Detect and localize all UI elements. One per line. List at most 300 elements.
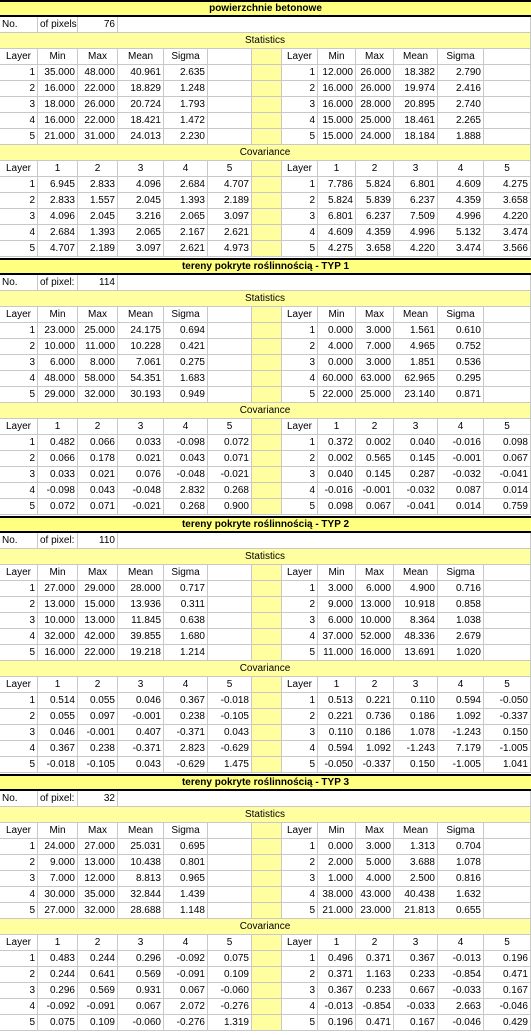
stat-value: 10.000 bbox=[38, 339, 78, 355]
empty-cell bbox=[208, 339, 252, 355]
covariance-value: -0.276 bbox=[164, 1015, 208, 1031]
covariance-value: -0.276 bbox=[208, 999, 252, 1015]
stat-value: 0.311 bbox=[164, 597, 208, 613]
statistics-band bbox=[0, 549, 531, 565]
stat-value: 8.000 bbox=[78, 355, 118, 371]
layer-number: 2 bbox=[282, 339, 318, 355]
stat-value: 11.000 bbox=[78, 339, 118, 355]
separator-cell bbox=[252, 613, 282, 629]
layer-header: Layer bbox=[0, 307, 38, 323]
stat-value: 48.000 bbox=[38, 371, 78, 387]
covariance-value: 0.565 bbox=[356, 451, 394, 467]
pixel-count-value[interactable]: 110 bbox=[78, 533, 118, 549]
pixel-count-value[interactable]: 76 bbox=[78, 17, 118, 33]
separator-cell bbox=[252, 935, 282, 951]
stat-value: 10.228 bbox=[118, 339, 164, 355]
covariance-value: 2.189 bbox=[208, 193, 252, 209]
sigma-header: Sigma bbox=[438, 565, 484, 581]
pixel-count-value[interactable]: 32 bbox=[78, 791, 118, 807]
stat-value: 62.965 bbox=[394, 371, 438, 387]
stat-value: 5.000 bbox=[356, 855, 394, 871]
layer-number: 1 bbox=[282, 65, 318, 81]
statistics-row bbox=[0, 113, 531, 129]
layer-number: 4 bbox=[282, 225, 318, 241]
section-title: tereny pokryte roślinnością - TYP 1 bbox=[0, 258, 531, 275]
covariance-value: 4.359 bbox=[438, 193, 484, 209]
separator-cell bbox=[252, 419, 282, 435]
empty-cell bbox=[208, 823, 252, 839]
covariance-value: 0.043 bbox=[164, 451, 208, 467]
covariance-value: 0.110 bbox=[394, 693, 438, 709]
stat-value: 38.000 bbox=[318, 887, 356, 903]
of-pixels-label: of pixel: bbox=[38, 533, 78, 549]
band-column-header: 4 bbox=[164, 935, 208, 951]
pixel-count-row bbox=[0, 791, 531, 807]
stat-value: 1.020 bbox=[438, 645, 484, 661]
stat-value: 27.000 bbox=[38, 903, 78, 919]
band-column-header: 2 bbox=[356, 161, 394, 177]
stat-value: 12.000 bbox=[78, 871, 118, 887]
stat-value: 25.000 bbox=[356, 113, 394, 129]
layer-number: 1 bbox=[0, 65, 38, 81]
layer-number: 2 bbox=[282, 81, 318, 97]
covariance-value: 0.055 bbox=[38, 709, 78, 725]
sigma-header: Sigma bbox=[164, 823, 208, 839]
stat-value: 10.438 bbox=[118, 855, 164, 871]
empty-cell bbox=[118, 17, 531, 33]
stat-value: 25.000 bbox=[78, 323, 118, 339]
stat-value: 40.438 bbox=[394, 887, 438, 903]
empty-cell bbox=[208, 629, 252, 645]
statistics-row bbox=[0, 339, 531, 355]
covariance-band bbox=[0, 919, 531, 935]
covariance-value: -0.050 bbox=[318, 757, 356, 773]
covariance-value: -0.001 bbox=[356, 483, 394, 499]
min-header: Min bbox=[38, 307, 78, 323]
stat-value: 0.752 bbox=[438, 339, 484, 355]
stat-value: 28.688 bbox=[118, 903, 164, 919]
layer-number: 5 bbox=[282, 499, 318, 515]
covariance-value: 0.221 bbox=[356, 693, 394, 709]
layer-number: 5 bbox=[282, 241, 318, 257]
band-column-header: 5 bbox=[484, 419, 531, 435]
covariance-value: 0.367 bbox=[394, 951, 438, 967]
covariance-value: 0.514 bbox=[38, 693, 78, 709]
statistics-row bbox=[0, 597, 531, 613]
covariance-value: 0.367 bbox=[318, 983, 356, 999]
stat-value: 19.974 bbox=[394, 81, 438, 97]
covariance-value: -0.046 bbox=[484, 999, 531, 1015]
stat-value: 48.336 bbox=[394, 629, 438, 645]
covariance-value: 2.189 bbox=[78, 241, 118, 257]
covariance-value: 4.973 bbox=[208, 241, 252, 257]
stat-value: 0.610 bbox=[438, 323, 484, 339]
stat-value: 1.313 bbox=[394, 839, 438, 855]
layer-header: Layer bbox=[0, 49, 38, 65]
covariance-value: -1.243 bbox=[438, 725, 484, 741]
stat-value: 40.961 bbox=[118, 65, 164, 81]
stat-value: 32.000 bbox=[78, 387, 118, 403]
covariance-value: -0.032 bbox=[438, 467, 484, 483]
mean-header: Mean bbox=[394, 565, 438, 581]
covariance-value: 0.067 bbox=[484, 451, 531, 467]
stat-value: 0.638 bbox=[164, 613, 208, 629]
separator-cell bbox=[252, 435, 282, 451]
stat-value: 28.000 bbox=[118, 581, 164, 597]
covariance-value: -0.013 bbox=[318, 999, 356, 1015]
layer-header: Layer bbox=[0, 161, 38, 177]
covariance-value: -0.041 bbox=[484, 467, 531, 483]
layer-number: 1 bbox=[0, 581, 38, 597]
layer-number: 5 bbox=[0, 499, 38, 515]
covariance-value: 0.429 bbox=[484, 1015, 531, 1031]
mean-header: Mean bbox=[394, 49, 438, 65]
statistics-row bbox=[0, 387, 531, 403]
band-column-header: 1 bbox=[318, 161, 356, 177]
sigma-header: Sigma bbox=[438, 49, 484, 65]
covariance-row bbox=[0, 209, 531, 225]
separator-cell bbox=[252, 355, 282, 371]
covariance-value: 6.801 bbox=[318, 209, 356, 225]
stat-value: 9.000 bbox=[38, 855, 78, 871]
band-column-header: 2 bbox=[78, 677, 118, 693]
band-column-header: 5 bbox=[208, 419, 252, 435]
separator-cell bbox=[252, 967, 282, 983]
band-column-header: 3 bbox=[118, 677, 164, 693]
covariance-value: 4.220 bbox=[484, 209, 531, 225]
covariance-value: -0.105 bbox=[208, 709, 252, 725]
empty-cell bbox=[208, 129, 252, 145]
covariance-value: 0.071 bbox=[78, 499, 118, 515]
band-column-header: 1 bbox=[38, 935, 78, 951]
covariance-value: -0.098 bbox=[38, 483, 78, 499]
pixel-count-value[interactable]: 114 bbox=[78, 275, 118, 291]
separator-cell bbox=[252, 839, 282, 855]
section-title: tereny pokryte roślinnością - TYP 2 bbox=[0, 516, 531, 533]
covariance-value: 0.021 bbox=[78, 467, 118, 483]
covariance-value: 3.474 bbox=[438, 241, 484, 257]
layer-number: 4 bbox=[282, 999, 318, 1015]
covariance-value: 0.043 bbox=[208, 725, 252, 741]
layer-number: 2 bbox=[282, 451, 318, 467]
stat-value: 1.000 bbox=[318, 871, 356, 887]
min-header: Min bbox=[38, 823, 78, 839]
stat-value: 35.000 bbox=[78, 887, 118, 903]
covariance-value: 2.684 bbox=[164, 177, 208, 193]
layer-header: Layer bbox=[282, 419, 318, 435]
covariance-value: 3.097 bbox=[118, 241, 164, 257]
stat-value: 18.382 bbox=[394, 65, 438, 81]
empty-cell bbox=[484, 903, 531, 919]
covariance-value: 0.471 bbox=[356, 1015, 394, 1031]
empty-cell bbox=[208, 613, 252, 629]
covariance-value: -0.050 bbox=[484, 693, 531, 709]
covariance-row bbox=[0, 193, 531, 209]
covariance-value: -0.016 bbox=[438, 435, 484, 451]
covariance-value: -0.016 bbox=[318, 483, 356, 499]
covariance-value: 2.621 bbox=[164, 241, 208, 257]
layer-number: 1 bbox=[282, 693, 318, 709]
separator-cell bbox=[252, 565, 282, 581]
empty-cell bbox=[484, 371, 531, 387]
stat-value: 0.000 bbox=[318, 323, 356, 339]
covariance-value: 0.244 bbox=[38, 967, 78, 983]
band-column-header: 1 bbox=[318, 935, 356, 951]
layer-number: 1 bbox=[0, 435, 38, 451]
covariance-row bbox=[0, 467, 531, 483]
max-header: Max bbox=[78, 49, 118, 65]
stat-value: 19.218 bbox=[118, 645, 164, 661]
layer-number: 2 bbox=[0, 451, 38, 467]
empty-cell bbox=[208, 65, 252, 81]
layer-number: 1 bbox=[282, 951, 318, 967]
stat-value: 23.140 bbox=[394, 387, 438, 403]
layer-number: 3 bbox=[282, 209, 318, 225]
layer-number: 4 bbox=[0, 629, 38, 645]
layer-header: Layer bbox=[282, 161, 318, 177]
layer-number: 4 bbox=[0, 371, 38, 387]
layer-header: Layer bbox=[282, 49, 318, 65]
stat-value: 23.000 bbox=[38, 323, 78, 339]
covariance-value: 0.186 bbox=[356, 725, 394, 741]
section-title: tereny pokryte roślinnością - TYP 3 bbox=[0, 774, 531, 791]
covariance-value: -0.001 bbox=[78, 725, 118, 741]
band-column-header: 1 bbox=[318, 419, 356, 435]
of-pixels-label: of pixel: bbox=[38, 791, 78, 807]
covariance-value: 0.067 bbox=[118, 999, 164, 1015]
separator-cell bbox=[252, 161, 282, 177]
stat-value: 11.845 bbox=[118, 613, 164, 629]
covariance-value: -0.371 bbox=[164, 725, 208, 741]
covariance-value: -0.337 bbox=[356, 757, 394, 773]
min-header: Min bbox=[318, 307, 356, 323]
covariance-value: 3.658 bbox=[356, 241, 394, 257]
layer-number: 1 bbox=[282, 435, 318, 451]
layer-header: Layer bbox=[282, 565, 318, 581]
of-pixels-label: of pixels bbox=[38, 17, 78, 33]
covariance-value: 0.150 bbox=[484, 725, 531, 741]
covariance-value: 0.145 bbox=[394, 451, 438, 467]
covariance-value: -0.629 bbox=[208, 741, 252, 757]
stat-value: 4.000 bbox=[356, 871, 394, 887]
stat-value: 22.000 bbox=[78, 81, 118, 97]
empty-cell bbox=[208, 49, 252, 65]
stat-value: 1.472 bbox=[164, 113, 208, 129]
covariance-value: 1.557 bbox=[78, 193, 118, 209]
stat-value: 10.918 bbox=[394, 597, 438, 613]
empty-cell bbox=[208, 597, 252, 613]
empty-cell bbox=[484, 129, 531, 145]
stat-value: 3.000 bbox=[356, 839, 394, 855]
max-header: Max bbox=[78, 823, 118, 839]
layer-number: 1 bbox=[282, 177, 318, 193]
covariance-value: 0.407 bbox=[118, 725, 164, 741]
empty-cell bbox=[484, 613, 531, 629]
covariance-value: 0.594 bbox=[438, 693, 484, 709]
covariance-value: 0.594 bbox=[318, 741, 356, 757]
layer-number: 4 bbox=[282, 113, 318, 129]
pixel-count-row bbox=[0, 533, 531, 549]
empty-cell bbox=[484, 629, 531, 645]
covariance-value: 4.275 bbox=[318, 241, 356, 257]
covariance-value: 0.066 bbox=[38, 451, 78, 467]
sigma-header: Sigma bbox=[164, 49, 208, 65]
stat-value: 35.000 bbox=[38, 65, 78, 81]
stat-value: 6.000 bbox=[38, 355, 78, 371]
layer-number: 3 bbox=[282, 725, 318, 741]
stat-value: 32.000 bbox=[78, 903, 118, 919]
stat-value: 29.000 bbox=[78, 581, 118, 597]
layer-number: 3 bbox=[282, 613, 318, 629]
layer-number: 5 bbox=[0, 241, 38, 257]
statistics-row bbox=[0, 903, 531, 919]
covariance-value: 0.072 bbox=[208, 435, 252, 451]
pixel-count-row bbox=[0, 17, 531, 33]
layer-number: 1 bbox=[282, 581, 318, 597]
covariance-value: 0.268 bbox=[164, 499, 208, 515]
covariance-value: 0.186 bbox=[394, 709, 438, 725]
stat-value: 2.265 bbox=[438, 113, 484, 129]
stat-value: 24.000 bbox=[38, 839, 78, 855]
separator-cell bbox=[252, 597, 282, 613]
covariance-value: 0.736 bbox=[356, 709, 394, 725]
layer-number: 3 bbox=[0, 209, 38, 225]
covariance-value: 0.043 bbox=[118, 757, 164, 773]
covariance-value: 0.513 bbox=[318, 693, 356, 709]
stat-value: 0.717 bbox=[164, 581, 208, 597]
stat-value: 0.695 bbox=[164, 839, 208, 855]
layer-number: 2 bbox=[0, 855, 38, 871]
empty-cell bbox=[208, 355, 252, 371]
covariance-value: -0.048 bbox=[118, 483, 164, 499]
separator-cell bbox=[252, 387, 282, 403]
covariance-row bbox=[0, 951, 531, 967]
empty-cell bbox=[208, 323, 252, 339]
band-column-header: 2 bbox=[356, 677, 394, 693]
stat-value: 18.829 bbox=[118, 81, 164, 97]
layer-number: 1 bbox=[0, 839, 38, 855]
layer-number: 3 bbox=[282, 983, 318, 999]
stat-value: 2.679 bbox=[438, 629, 484, 645]
covariance-value: 0.067 bbox=[356, 499, 394, 515]
stat-value: 32.000 bbox=[38, 629, 78, 645]
empty-cell bbox=[208, 871, 252, 887]
band-column-header: 2 bbox=[78, 419, 118, 435]
covariance-value: 0.014 bbox=[438, 499, 484, 515]
stat-value: 7.000 bbox=[356, 339, 394, 355]
layer-number: 4 bbox=[282, 483, 318, 499]
covariance-value: 3.566 bbox=[484, 241, 531, 257]
stat-value: 21.000 bbox=[38, 129, 78, 145]
stat-value: 1.888 bbox=[438, 129, 484, 145]
covariance-row bbox=[0, 709, 531, 725]
covariance-value: -0.021 bbox=[118, 499, 164, 515]
empty-cell bbox=[484, 597, 531, 613]
stat-value: 0.801 bbox=[164, 855, 208, 871]
empty-cell bbox=[484, 871, 531, 887]
stat-value: 1.851 bbox=[394, 355, 438, 371]
separator-cell bbox=[252, 113, 282, 129]
separator-cell bbox=[252, 65, 282, 81]
band-column-header: 4 bbox=[438, 161, 484, 177]
layer-header: Layer bbox=[282, 307, 318, 323]
covariance-row bbox=[0, 967, 531, 983]
covariance-value: -0.033 bbox=[394, 999, 438, 1015]
statistics-row bbox=[0, 581, 531, 597]
band-column-header: 2 bbox=[78, 161, 118, 177]
covariance-value: 4.707 bbox=[208, 177, 252, 193]
stat-value: 1.439 bbox=[164, 887, 208, 903]
covariance-value: 4.220 bbox=[394, 241, 438, 257]
empty-cell bbox=[484, 565, 531, 581]
covariance-heading: Covariance bbox=[0, 661, 531, 677]
stat-value: 27.000 bbox=[38, 581, 78, 597]
covariance-value: 6.237 bbox=[356, 209, 394, 225]
stat-value: 27.000 bbox=[78, 839, 118, 855]
layer-number: 5 bbox=[282, 757, 318, 773]
sigma-header: Sigma bbox=[438, 307, 484, 323]
layer-number: 5 bbox=[0, 645, 38, 661]
stat-value: 18.000 bbox=[38, 97, 78, 113]
covariance-value: 0.087 bbox=[438, 483, 484, 499]
layer-number: 5 bbox=[0, 129, 38, 145]
covariance-value: 4.096 bbox=[38, 209, 78, 225]
covariance-value: 5.132 bbox=[438, 225, 484, 241]
separator-cell bbox=[252, 339, 282, 355]
statistics-header-row bbox=[0, 823, 531, 839]
covariance-value: -0.048 bbox=[164, 467, 208, 483]
covariance-value: 0.109 bbox=[208, 967, 252, 983]
stat-value: 1.038 bbox=[438, 613, 484, 629]
covariance-value: -0.854 bbox=[438, 967, 484, 983]
covariance-value: 0.268 bbox=[208, 483, 252, 499]
layer-number: 4 bbox=[0, 741, 38, 757]
stat-value: 30.000 bbox=[38, 887, 78, 903]
layer-number: 4 bbox=[282, 629, 318, 645]
covariance-value: 0.055 bbox=[78, 693, 118, 709]
covariance-value: 0.167 bbox=[394, 1015, 438, 1031]
stat-value: 29.000 bbox=[38, 387, 78, 403]
covariance-value: 0.098 bbox=[318, 499, 356, 515]
stat-value: 18.184 bbox=[394, 129, 438, 145]
separator-cell bbox=[252, 871, 282, 887]
covariance-value: 0.066 bbox=[78, 435, 118, 451]
covariance-value: 0.033 bbox=[38, 467, 78, 483]
max-header: Max bbox=[78, 565, 118, 581]
section-title: powierzchnie betonowe bbox=[0, 0, 531, 17]
layer-number: 4 bbox=[282, 741, 318, 757]
covariance-value: -0.032 bbox=[394, 483, 438, 499]
statistics-row bbox=[0, 323, 531, 339]
stat-value: 42.000 bbox=[78, 629, 118, 645]
covariance-value: 0.496 bbox=[318, 951, 356, 967]
stat-value: 1.680 bbox=[164, 629, 208, 645]
stat-value: 3.000 bbox=[318, 581, 356, 597]
stat-value: 0.655 bbox=[438, 903, 484, 919]
covariance-value: 0.196 bbox=[318, 1015, 356, 1031]
empty-cell bbox=[484, 839, 531, 855]
covariance-value: 1.092 bbox=[356, 741, 394, 757]
separator-cell bbox=[252, 241, 282, 257]
stat-value: 12.000 bbox=[318, 65, 356, 81]
separator-cell bbox=[252, 741, 282, 757]
stat-value: 0.000 bbox=[318, 355, 356, 371]
empty-cell bbox=[484, 355, 531, 371]
covariance-row bbox=[0, 177, 531, 193]
layer-number: 3 bbox=[0, 467, 38, 483]
separator-cell bbox=[252, 81, 282, 97]
empty-cell bbox=[484, 49, 531, 65]
